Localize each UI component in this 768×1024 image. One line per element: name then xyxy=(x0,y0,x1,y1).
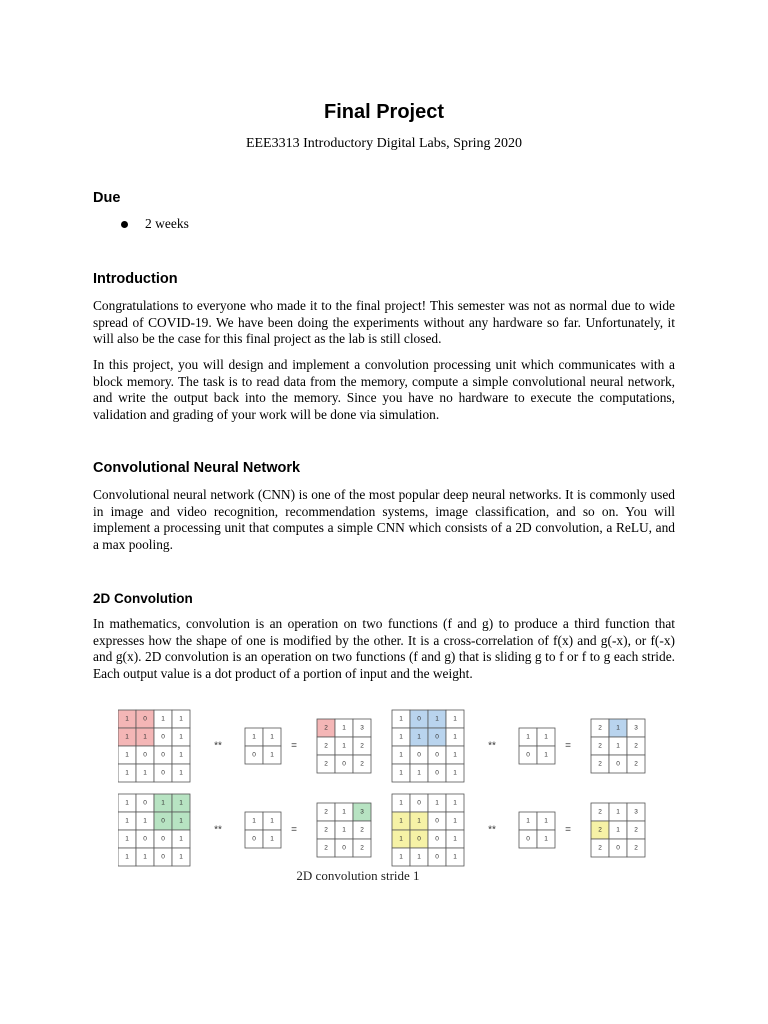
output-matrix-value: 2 xyxy=(324,724,328,732)
output-matrix-value: 3 xyxy=(634,808,638,816)
bullet-dot-icon xyxy=(121,221,128,228)
input-matrix-value: 0 xyxy=(417,835,421,843)
kernel-matrix-value: 1 xyxy=(252,733,256,741)
input-matrix-value: 1 xyxy=(179,799,183,807)
kernel-matrix-value: 0 xyxy=(526,751,530,759)
output-matrix-value: 2 xyxy=(360,742,364,750)
input-matrix-value: 1 xyxy=(161,799,165,807)
introduction-heading: Introduction xyxy=(93,271,178,287)
output-matrix-value: 2 xyxy=(324,826,328,834)
input-matrix-value: 0 xyxy=(435,769,439,777)
kernel-matrix-value: 1 xyxy=(544,733,548,741)
input-matrix-value: 0 xyxy=(161,853,165,861)
input-matrix-value: 1 xyxy=(143,733,147,741)
input-matrix-value: 0 xyxy=(161,835,165,843)
kernel-matrix-value: 1 xyxy=(270,817,274,825)
output-matrix-value: 1 xyxy=(616,826,620,834)
output-matrix-value: 2 xyxy=(598,844,602,852)
output-matrix-value: 2 xyxy=(634,844,638,852)
input-matrix-value: 0 xyxy=(161,751,165,759)
input-matrix-value: 1 xyxy=(179,751,183,759)
input-matrix-value: 1 xyxy=(143,817,147,825)
input-matrix-value: 1 xyxy=(399,835,403,843)
output-matrix-value: 3 xyxy=(634,724,638,732)
convolution-operator: ** xyxy=(488,824,496,836)
input-matrix-value: 1 xyxy=(179,733,183,741)
output-matrix-value: 2 xyxy=(598,808,602,816)
output-matrix-value: 2 xyxy=(360,760,364,768)
convolution-figure xyxy=(118,702,658,892)
output-matrix-value: 2 xyxy=(324,808,328,816)
output-matrix-value: 1 xyxy=(616,724,620,732)
output-matrix-value: 1 xyxy=(616,742,620,750)
input-matrix-value: 0 xyxy=(143,751,147,759)
conv2d-paragraph: In mathematics, convolution is an operation on two functions (f and g) to produce a third function that expresses how the shape of one is modified by the other. It is a cross-correlation of f(x) and g(-x), or f(-x) and g(x). 2D convolution is an operation on two functions (f and g) that is sliding g to f or f to g each stride. Each output value is a dot product of a portion of input and the weight. xyxy=(93,616,675,681)
output-matrix-value: 2 xyxy=(598,742,602,750)
convolution-operator: ** xyxy=(488,740,496,752)
output-matrix-value: 3 xyxy=(360,724,364,732)
input-matrix-value: 1 xyxy=(453,751,457,759)
input-matrix-value: 1 xyxy=(125,817,129,825)
input-matrix-value: 0 xyxy=(435,751,439,759)
input-matrix-value: 1 xyxy=(399,733,403,741)
convolution-operator: ** xyxy=(214,824,222,836)
input-matrix-value: 1 xyxy=(125,835,129,843)
output-matrix-value: 1 xyxy=(616,808,620,816)
input-matrix-value: 0 xyxy=(417,799,421,807)
output-matrix-value: 2 xyxy=(324,760,328,768)
input-matrix-value: 1 xyxy=(125,715,129,723)
input-matrix-value: 0 xyxy=(435,817,439,825)
introduction-paragraph-1: Congratulations to everyone who made it to the final project! This semester was not as normal due to wide spread of COVID-19. We have been doing the experiments without any hardware so far. Unfortunately, it will also be the case for this final project as the lab is still closed. xyxy=(93,298,675,347)
input-matrix-value: 1 xyxy=(161,715,165,723)
input-matrix-value: 1 xyxy=(453,817,457,825)
input-matrix-value: 1 xyxy=(453,835,457,843)
kernel-matrix-value: 1 xyxy=(526,733,530,741)
cnn-paragraph: Convolutional neural network (CNN) is one of the most popular deep neural networks. It is commonly used in image and video recognition, recommendation systems, image classification, and so on. You will implement a processing unit that computes a simple CNN which consists of a 2D convolution, a ReLU, and a max pooling. xyxy=(93,487,675,552)
conv2d-heading: 2D Convolution xyxy=(93,591,193,606)
equals-sign: = xyxy=(291,740,297,752)
kernel-matrix-value: 1 xyxy=(252,817,256,825)
input-matrix-value: 0 xyxy=(161,817,165,825)
input-matrix-value: 1 xyxy=(179,835,183,843)
input-matrix-value: 1 xyxy=(435,715,439,723)
output-matrix-value: 2 xyxy=(634,826,638,834)
due-bullet-text: 2 weeks xyxy=(145,216,189,231)
input-matrix-value: 1 xyxy=(179,769,183,777)
input-matrix-value: 0 xyxy=(161,769,165,777)
input-matrix-value: 1 xyxy=(399,715,403,723)
input-matrix-value: 1 xyxy=(435,799,439,807)
input-matrix-value: 0 xyxy=(435,733,439,741)
output-matrix-value: 1 xyxy=(342,808,346,816)
convolution-operator: ** xyxy=(214,740,222,752)
input-matrix-value: 0 xyxy=(143,835,147,843)
input-matrix-value: 1 xyxy=(125,799,129,807)
output-matrix-value: 2 xyxy=(324,844,328,852)
kernel-matrix-value: 1 xyxy=(526,817,530,825)
input-matrix-value: 1 xyxy=(179,817,183,825)
input-matrix-value: 1 xyxy=(453,715,457,723)
input-matrix-value: 0 xyxy=(161,733,165,741)
input-matrix-value: 1 xyxy=(125,733,129,741)
output-matrix-value: 0 xyxy=(342,760,346,768)
equals-sign: = xyxy=(565,824,571,836)
equals-sign: = xyxy=(291,824,297,836)
equals-sign: = xyxy=(565,740,571,752)
course-subtitle: EEE3313 Introductory Digital Labs, Spring 2020 xyxy=(245,136,523,151)
output-matrix-value: 2 xyxy=(598,826,602,834)
input-matrix-value: 1 xyxy=(125,769,129,777)
output-matrix-value: 1 xyxy=(342,742,346,750)
figure-caption: 2D convolution stride 1 xyxy=(296,868,420,883)
output-matrix-value: 0 xyxy=(616,844,620,852)
input-matrix-value: 1 xyxy=(453,769,457,777)
input-matrix-value: 0 xyxy=(143,799,147,807)
input-matrix-value: 1 xyxy=(399,751,403,759)
convolution-diagram xyxy=(118,702,658,867)
kernel-matrix-value: 1 xyxy=(544,751,548,759)
input-matrix-value: 0 xyxy=(435,853,439,861)
input-matrix-value: 1 xyxy=(453,799,457,807)
input-matrix-value: 1 xyxy=(399,799,403,807)
output-matrix-value: 0 xyxy=(342,844,346,852)
output-matrix-value: 3 xyxy=(360,808,364,816)
output-matrix-value: 0 xyxy=(616,760,620,768)
kernel-matrix-value: 1 xyxy=(270,751,274,759)
input-matrix-value: 1 xyxy=(125,751,129,759)
input-matrix-value: 1 xyxy=(417,733,421,741)
input-matrix-value: 0 xyxy=(417,751,421,759)
kernel-matrix-value: 1 xyxy=(544,835,548,843)
input-matrix-value: 1 xyxy=(399,817,403,825)
input-matrix-value: 1 xyxy=(179,853,183,861)
kernel-matrix-value: 0 xyxy=(252,751,256,759)
input-matrix-value: 0 xyxy=(435,835,439,843)
output-matrix-value: 2 xyxy=(360,844,364,852)
input-matrix-value: 1 xyxy=(143,769,147,777)
kernel-matrix-value: 1 xyxy=(270,733,274,741)
input-matrix-value: 1 xyxy=(453,733,457,741)
input-matrix-value: 1 xyxy=(143,853,147,861)
input-matrix-value: 1 xyxy=(417,817,421,825)
introduction-paragraph-2: In this project, you will design and implement a convolution processing unit which communicates with a block memory. The task is to read data from the memory, compute a simple convolutional neural network, and write the output back into the memory. Since you have no hardware to execute the computations, validation and grading of your work will be done via simulation. xyxy=(93,357,675,422)
input-matrix-value: 1 xyxy=(399,853,403,861)
page-title: Final Project xyxy=(323,101,445,123)
due-heading: Due xyxy=(93,190,121,206)
due-bullet-item xyxy=(121,216,189,232)
input-matrix-value: 0 xyxy=(143,715,147,723)
output-matrix-value: 2 xyxy=(360,826,364,834)
output-matrix-value: 2 xyxy=(324,742,328,750)
kernel-matrix-value: 0 xyxy=(252,835,256,843)
kernel-matrix-value: 1 xyxy=(544,817,548,825)
output-matrix-value: 2 xyxy=(634,742,638,750)
input-matrix-value: 1 xyxy=(179,715,183,723)
input-matrix-value: 1 xyxy=(417,769,421,777)
input-matrix-value: 0 xyxy=(417,715,421,723)
output-matrix-value: 1 xyxy=(342,826,346,834)
output-matrix-value: 2 xyxy=(634,760,638,768)
input-matrix-value: 1 xyxy=(399,769,403,777)
output-matrix-value: 2 xyxy=(598,724,602,732)
output-matrix-value: 2 xyxy=(598,760,602,768)
input-matrix-value: 1 xyxy=(417,853,421,861)
cnn-heading: Convolutional Neural Network xyxy=(93,460,301,476)
input-matrix-value: 1 xyxy=(453,853,457,861)
input-matrix-value: 1 xyxy=(125,853,129,861)
kernel-matrix-value: 1 xyxy=(270,835,274,843)
output-matrix-value: 1 xyxy=(342,724,346,732)
kernel-matrix-value: 0 xyxy=(526,835,530,843)
